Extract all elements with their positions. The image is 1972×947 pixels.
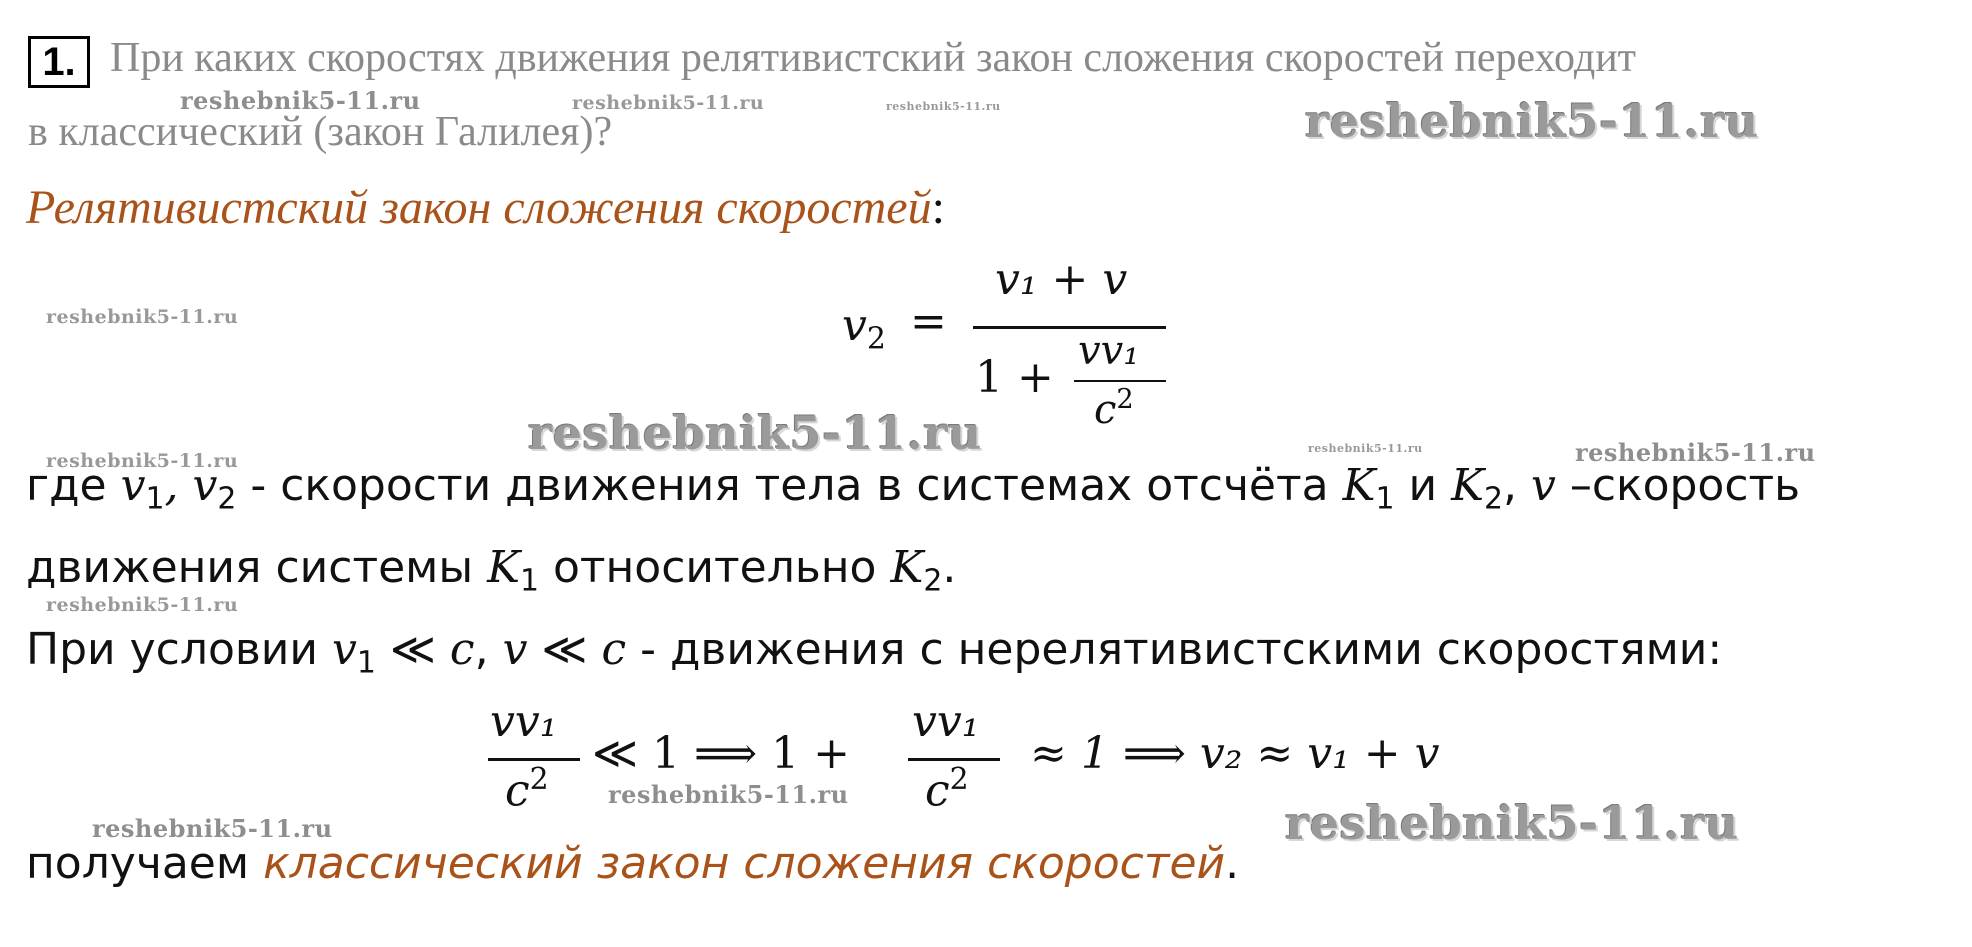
- var-K2: K: [1451, 460, 1484, 511]
- text-segment: –скорость: [1555, 460, 1801, 511]
- var-v1: v: [331, 624, 357, 675]
- explanation-line-1: [26, 460, 1800, 516]
- watermark: reshebnik5-11.ru: [572, 92, 765, 114]
- var-K2-sub: 2: [1483, 481, 1503, 517]
- text-segment: ,: [1502, 460, 1531, 511]
- text-segment: ≪: [527, 624, 602, 675]
- result-dot: .: [1225, 838, 1240, 889]
- watermark: reshebnik5-11.ru: [1285, 796, 1739, 850]
- var-v: v: [1530, 460, 1556, 511]
- watermark: reshebnik5-11.ru: [180, 86, 421, 115]
- var-K1-sub: 1: [1375, 481, 1395, 517]
- var-K1-sub: 1: [519, 563, 539, 599]
- approx-tail: ≈ 1 ⟹ v₂ ≈ v₁ + v: [1030, 728, 1440, 779]
- text-segment: ≪: [375, 624, 450, 675]
- formula-small-numerator: vv₁: [1078, 328, 1140, 374]
- result-prefix: получаем: [26, 838, 264, 889]
- formula-small-fraction-bar: [1074, 380, 1166, 382]
- formula-numerator: v₁ + v: [995, 254, 1128, 305]
- watermark: reshebnik5-11.ru: [886, 100, 1001, 113]
- formula-lhs: [842, 300, 886, 356]
- approx-frac2-numerator: vv₁: [912, 696, 980, 747]
- formula-equals: =: [910, 296, 947, 347]
- approx-frac1-numerator: vv₁: [490, 696, 558, 747]
- approx-frac1-den-base: c: [505, 765, 530, 817]
- var-v2-sub: 2: [217, 481, 237, 517]
- watermark: reshebnik5-11.ru: [608, 780, 849, 809]
- watermark: reshebnik5-11.ru: [1308, 442, 1423, 455]
- approx-frac1-denominator: [505, 762, 549, 816]
- var-v: v: [502, 624, 528, 675]
- question-text-line1: При каких скоростях движения релятивистский закон сложения скоростей переходит: [110, 35, 1637, 81]
- text-segment: относительно: [538, 542, 891, 593]
- var-v1-sub: 1: [356, 645, 376, 681]
- var-v1: v: [120, 460, 146, 511]
- watermark: reshebnik5-11.ru: [46, 450, 239, 472]
- text-segment: .: [942, 542, 957, 593]
- formula-small-den-base: c: [1094, 386, 1117, 433]
- watermark: reshebnik5-11.ru: [46, 306, 239, 328]
- var-c: c: [601, 624, 627, 675]
- formula-small-den-sup: 2: [1116, 384, 1134, 415]
- watermark: reshebnik5-11.ru: [92, 814, 333, 843]
- var-c: c: [449, 624, 475, 675]
- var-v2: v: [192, 460, 218, 511]
- text-segment: - скорости движения тела в системах отсчёта: [236, 460, 1343, 511]
- approx-middle: ≪ 1 ⟹ 1 +: [592, 728, 850, 779]
- approx-frac2-bar: [908, 758, 1000, 761]
- result-highlight: классический закон сложения скоростей: [263, 838, 1226, 889]
- approx-frac1-bar: [488, 758, 580, 761]
- text-segment: где: [26, 460, 121, 511]
- text-segment: ,: [164, 460, 193, 511]
- question-text-line2: в классический (закон Галилея)?: [28, 109, 613, 155]
- formula-small-denominator: [1094, 384, 1134, 433]
- formula-lhs-var: v: [842, 300, 867, 351]
- var-K1: K: [487, 542, 520, 593]
- text-segment: - движения с нерелятивистскими скоростями:: [626, 624, 1723, 675]
- heading-text: Релятивистский закон сложения скоростей: [26, 181, 932, 234]
- formula-lhs-sub: 2: [866, 321, 886, 357]
- var-K2: K: [890, 542, 924, 593]
- approx-frac2-den-base: c: [925, 765, 950, 817]
- explanation-line-2: [26, 542, 956, 598]
- approx-frac1-den-sup: 2: [529, 762, 549, 797]
- var-K1: K: [1342, 460, 1376, 511]
- watermark: reshebnik5-11.ru: [1305, 94, 1759, 148]
- text-segment: и: [1394, 460, 1452, 511]
- watermark: reshebnik5-11.ru: [1575, 438, 1816, 467]
- approx-frac2-denominator: [925, 762, 969, 816]
- var-v1-sub: 1: [145, 481, 165, 517]
- result-line: [26, 838, 1239, 889]
- heading-colon: :: [931, 181, 945, 234]
- text-segment: ,: [474, 624, 503, 675]
- text-segment: движения системы: [26, 542, 488, 593]
- var-K2-sub: 2: [923, 563, 943, 599]
- approx-frac2-den-sup: 2: [949, 762, 969, 797]
- formula-den-one: 1: [975, 352, 1003, 403]
- watermark: reshebnik5-11.ru: [46, 594, 239, 616]
- condition-line: [26, 624, 1722, 680]
- question-number-box: [28, 36, 90, 88]
- text-segment: При условии: [26, 624, 332, 675]
- section-heading: [26, 180, 945, 235]
- formula-den-plus: +: [1017, 352, 1054, 403]
- question-number: 1.: [42, 40, 76, 84]
- watermark: reshebnik5-11.ru: [528, 406, 982, 460]
